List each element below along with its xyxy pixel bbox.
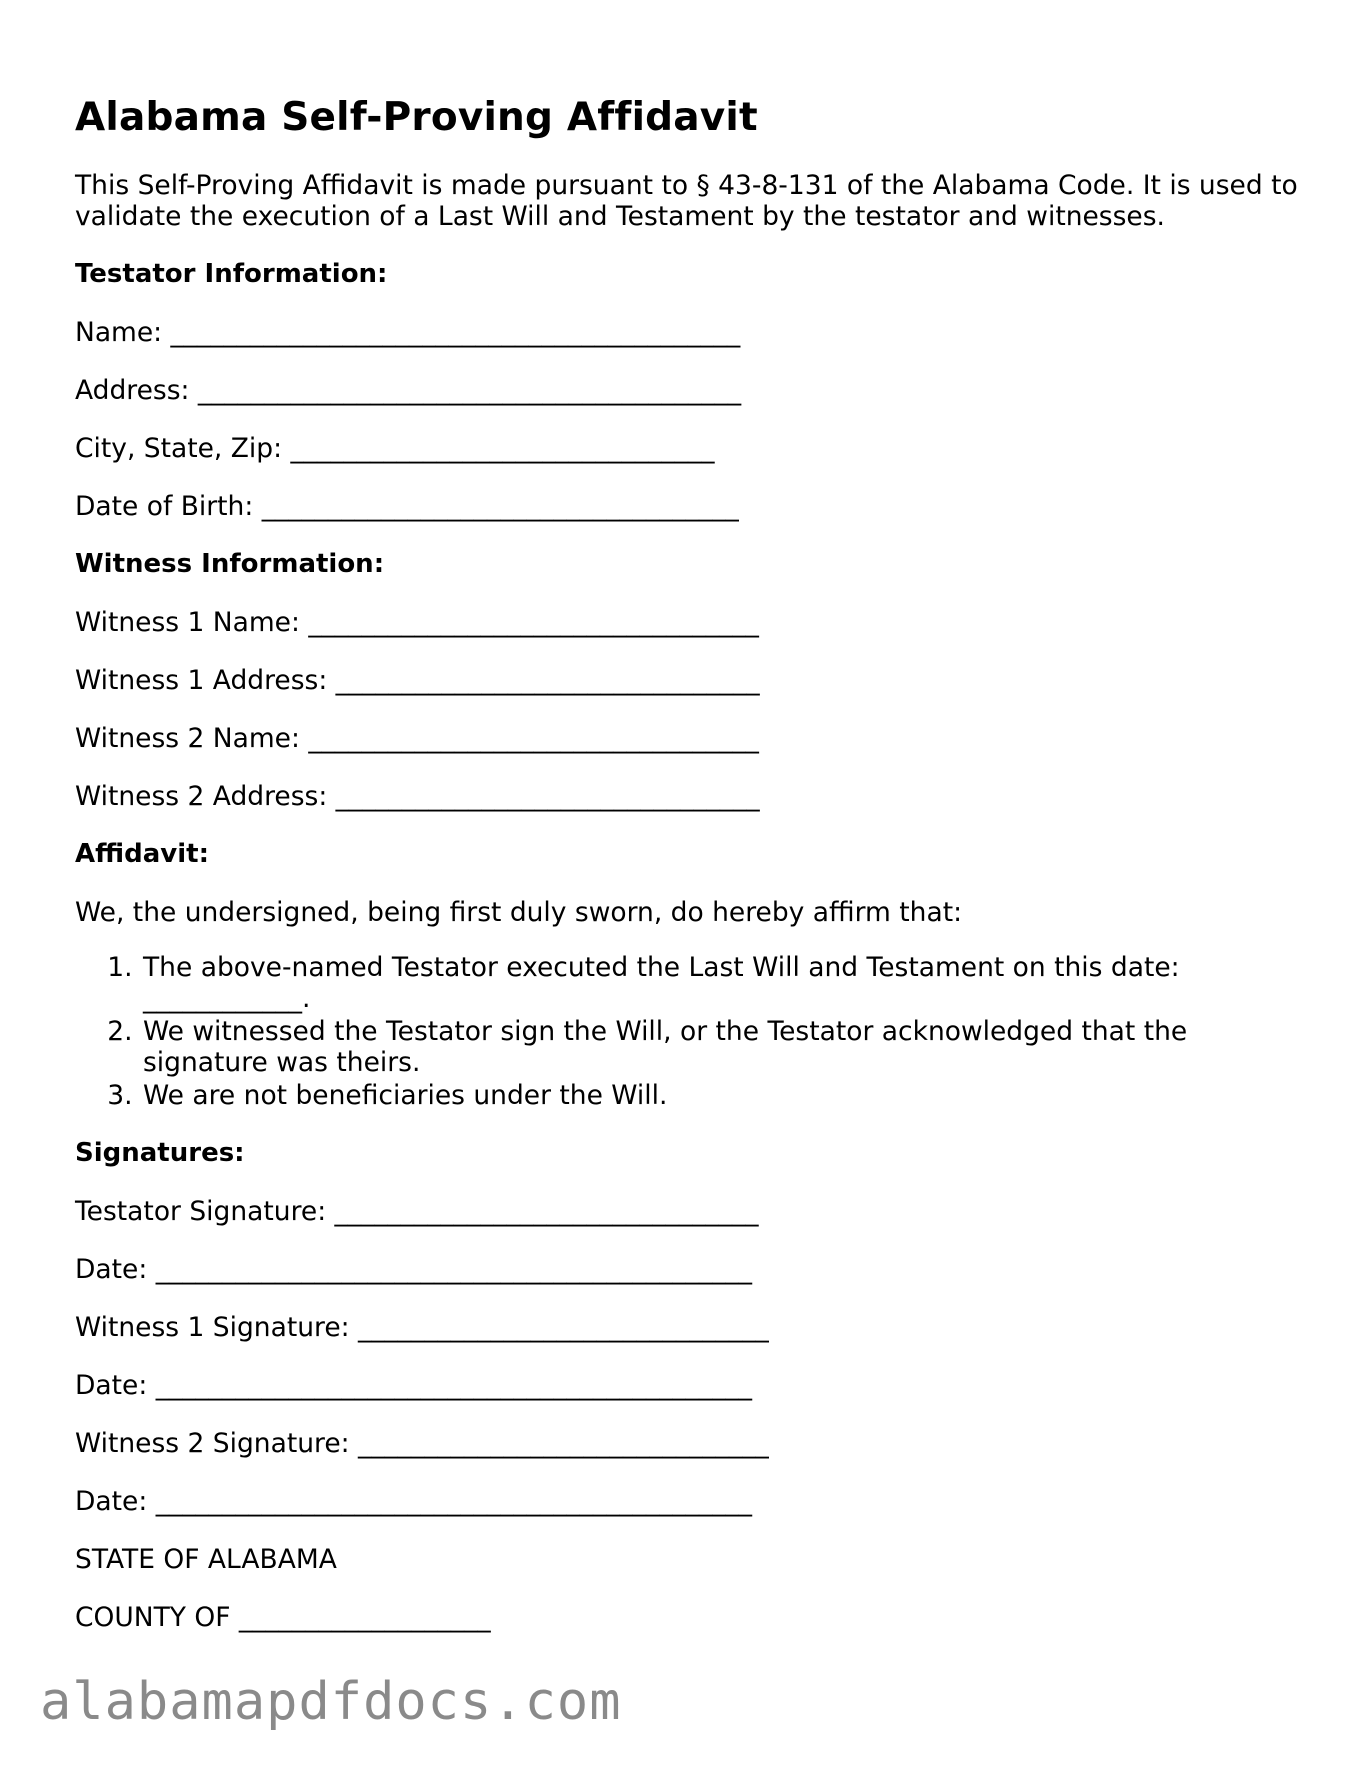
witness1-name-field: Witness 1 Name: __________________________________ — [75, 607, 759, 638]
county-line: COUNTY OF ___________________ — [75, 1602, 491, 1633]
state-line: STATE OF ALABAMA — [75, 1544, 337, 1575]
witness1-signature-field: Witness 1 Signature: _______________________________ — [75, 1312, 769, 1343]
witness-heading: Witness Information: — [75, 549, 385, 579]
affidavit-heading: Affidavit: — [75, 839, 209, 869]
date-field: Date: _____________________________________________ — [75, 1370, 752, 1401]
intro-paragraph: This Self-Proving Affidavit is made pursuant to § 43-8-131 of the Alabama Code. It is used to validate the execution of a Last Will and Testament by the testator and witnesses. — [75, 170, 1298, 232]
testator-dob-field: Date of Birth: ____________________________________ — [75, 491, 739, 522]
signatures-heading: Signatures: — [75, 1138, 245, 1168]
witness2-signature-field: Witness 2 Signature: _______________________________ — [75, 1428, 769, 1459]
affidavit-item: 2. We witnessed the Testator sign the Will, or the Testator acknowledged that the signature was theirs. — [141, 1016, 1305, 1078]
witness2-address-field: Witness 2 Address: ________________________________ — [75, 781, 760, 812]
date-field: Date: _____________________________________________ — [75, 1254, 752, 1285]
watermark: alabamapdfdocs.com — [40, 1672, 622, 1732]
witness2-name-field: Witness 2 Name: __________________________________ — [75, 723, 759, 754]
testator-name-field: Name: ___________________________________________ — [75, 317, 741, 348]
affidavit-item: 1. The above-named Testator executed the Last Will and Testament on this date: ____________. — [141, 952, 1305, 1014]
testator-signature-field: Testator Signature: ________________________________ — [75, 1196, 759, 1227]
testator-address-field: Address: _________________________________________ — [75, 375, 742, 406]
date-field: Date: _____________________________________________ — [75, 1486, 752, 1517]
document-page — [75, 86, 1305, 1633]
document-title: Alabama Self-Proving Affidavit — [75, 95, 758, 140]
witness1-address-field: Witness 1 Address: ________________________________ — [75, 665, 760, 696]
affidavit-item: 3. We are not beneficiaries under the Will. — [141, 1080, 1305, 1111]
testator-heading: Testator Information: — [75, 259, 388, 289]
testator-city-field: City, State, Zip: ________________________________ — [75, 433, 715, 464]
affidavit-lead: We, the undersigned, being first duly sworn, do hereby affirm that: — [75, 897, 963, 928]
affidavit-list — [75, 952, 1305, 1111]
